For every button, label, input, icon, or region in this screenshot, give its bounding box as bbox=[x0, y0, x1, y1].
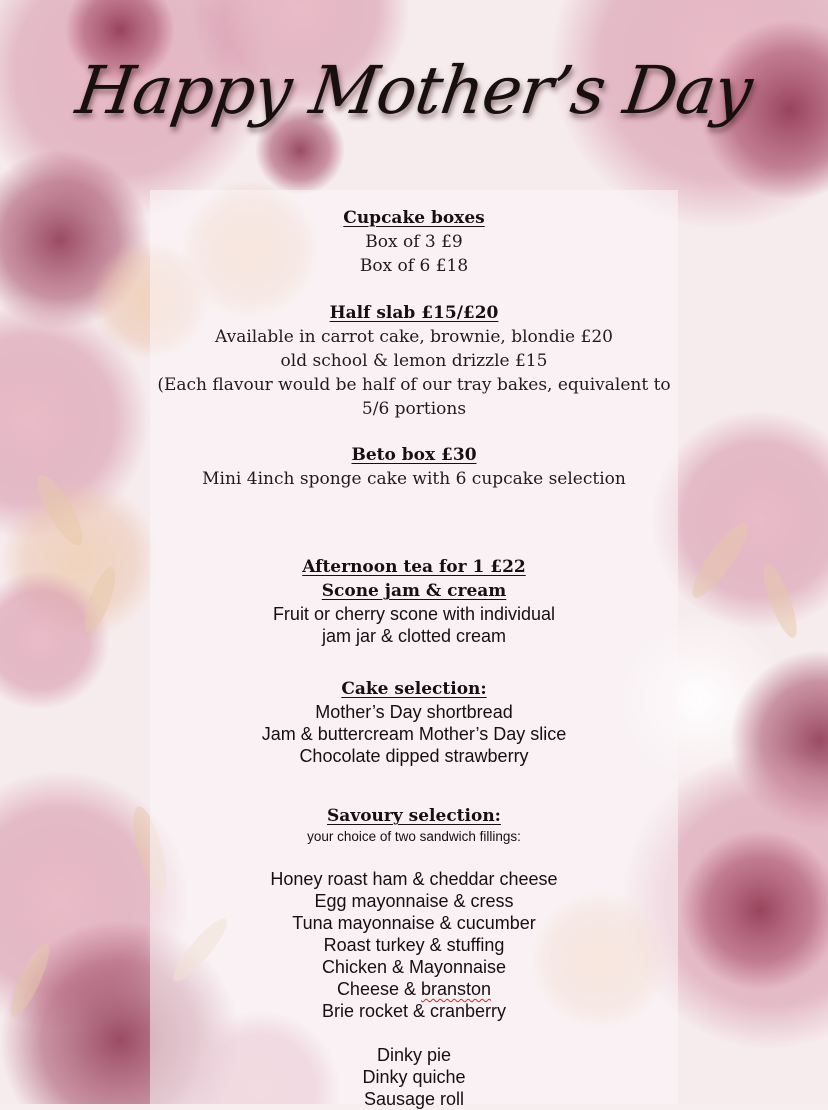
halfslab-section bbox=[0, 301, 828, 421]
filling-item: Honey roast ham & cheddar cheese bbox=[270, 869, 558, 889]
extra-item: Dinky pie bbox=[376, 1045, 452, 1065]
filling-item: Tuna mayonnaise & cucumber bbox=[292, 913, 536, 933]
afternoon-heading: Afternoon tea for 1 £22 bbox=[302, 557, 526, 577]
cake-line: Chocolate dipped strawberry bbox=[299, 746, 529, 766]
halfslab-line: Available in carrot cake, brownie, blondie £20 bbox=[215, 327, 613, 347]
halfslab-line: old school & lemon drizzle £15 bbox=[280, 351, 548, 371]
beto-heading: Beto box £30 bbox=[351, 445, 477, 465]
filling-item: Brie rocket & cranberry bbox=[321, 1001, 507, 1021]
afternoon-line: Fruit or cherry scone with individual bbox=[272, 604, 556, 624]
savoury-section bbox=[0, 804, 828, 1110]
cake-line: Mother’s Day shortbread bbox=[315, 702, 513, 722]
filling-item: Egg mayonnaise & cress bbox=[314, 891, 514, 911]
extra-item: Dinky quiche bbox=[362, 1067, 466, 1087]
cupcake-heading: Cupcake boxes bbox=[343, 208, 485, 228]
cake-heading: Cake selection: bbox=[341, 679, 487, 699]
filling-item bbox=[0, 978, 828, 1000]
page-title: Happy Mother’s Day bbox=[71, 52, 757, 129]
savoury-note: your choice of two sandwich fillings: bbox=[307, 829, 521, 844]
beto-section bbox=[0, 443, 828, 491]
afternoon-section bbox=[0, 555, 828, 647]
cupcake-section bbox=[0, 206, 828, 278]
cupcake-line: Box of 3 £9 bbox=[365, 232, 463, 252]
cake-section bbox=[0, 677, 828, 767]
halfslab-line: (Each flavour would be half of our tray bakes, equivalent to bbox=[157, 375, 671, 395]
filling-cheese-word: branston bbox=[421, 979, 492, 999]
filling-item: Roast turkey & stuffing bbox=[323, 935, 505, 955]
savoury-heading: Savoury selection: bbox=[327, 806, 501, 826]
filling-item: Chicken & Mayonnaise bbox=[321, 957, 507, 977]
filling-cheese-prefix: Cheese & bbox=[336, 979, 421, 999]
halfslab-heading: Half slab £15/£20 bbox=[329, 303, 499, 323]
cupcake-line: Box of 6 £18 bbox=[359, 256, 469, 276]
scone-heading: Scone jam & cream bbox=[321, 581, 507, 601]
halfslab-line: 5/6 portions bbox=[361, 399, 467, 419]
cake-line: Jam & buttercream Mother’s Day slice bbox=[261, 724, 567, 744]
beto-line: Mini 4inch sponge cake with 6 cupcake selection bbox=[202, 469, 626, 489]
extra-item: Sausage roll bbox=[363, 1089, 465, 1109]
afternoon-line: jam jar & clotted cream bbox=[321, 626, 507, 646]
